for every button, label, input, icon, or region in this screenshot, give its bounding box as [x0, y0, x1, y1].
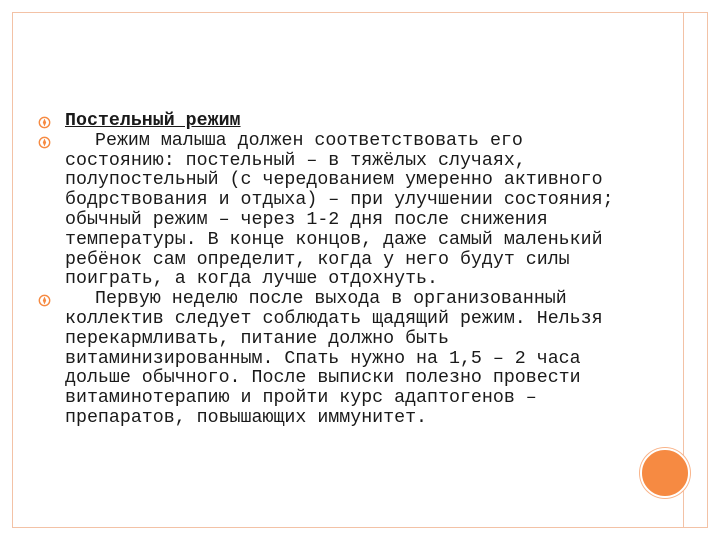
paragraph-text: Первую неделю после выхода в организованный коллектив следует соблюдать щадящий режим. Нельзя перекармливать, питание должно быть витаминизированным. Спать нужно на 1,5 – 2 часа дольше обычного. После выписки полезно провести витаминотерапию и пройти курс адаптогенов – препаратов, повышающих иммунитет.: [65, 289, 603, 428]
paragraph-text: Режим малыша должен соответствовать его состоянию: постельный – в тяжёлых случаях, полупостельный (с чередованием умеренно активного бодрствования и отдыха) – при улучшении состояния; обычный режим – через 1-2 дня после снижения температуры. В конце концов, даже самый маленький ребёнок сам определит, когда у него будут силы поиграть, а когда лучше отдохнуть.: [65, 130, 614, 290]
diamond-flower-icon: [38, 116, 51, 129]
decorative-orange-circle: [640, 448, 690, 498]
list-item: [38, 112, 623, 132]
slide-content: [38, 112, 623, 429]
diamond-flower-icon: [38, 294, 51, 307]
section-title: Постельный режим: [65, 111, 241, 131]
diamond-flower-icon: [38, 136, 51, 149]
slide-border-vertical-line: [683, 12, 684, 528]
list-item: [38, 290, 623, 429]
list-item: [38, 132, 623, 290]
